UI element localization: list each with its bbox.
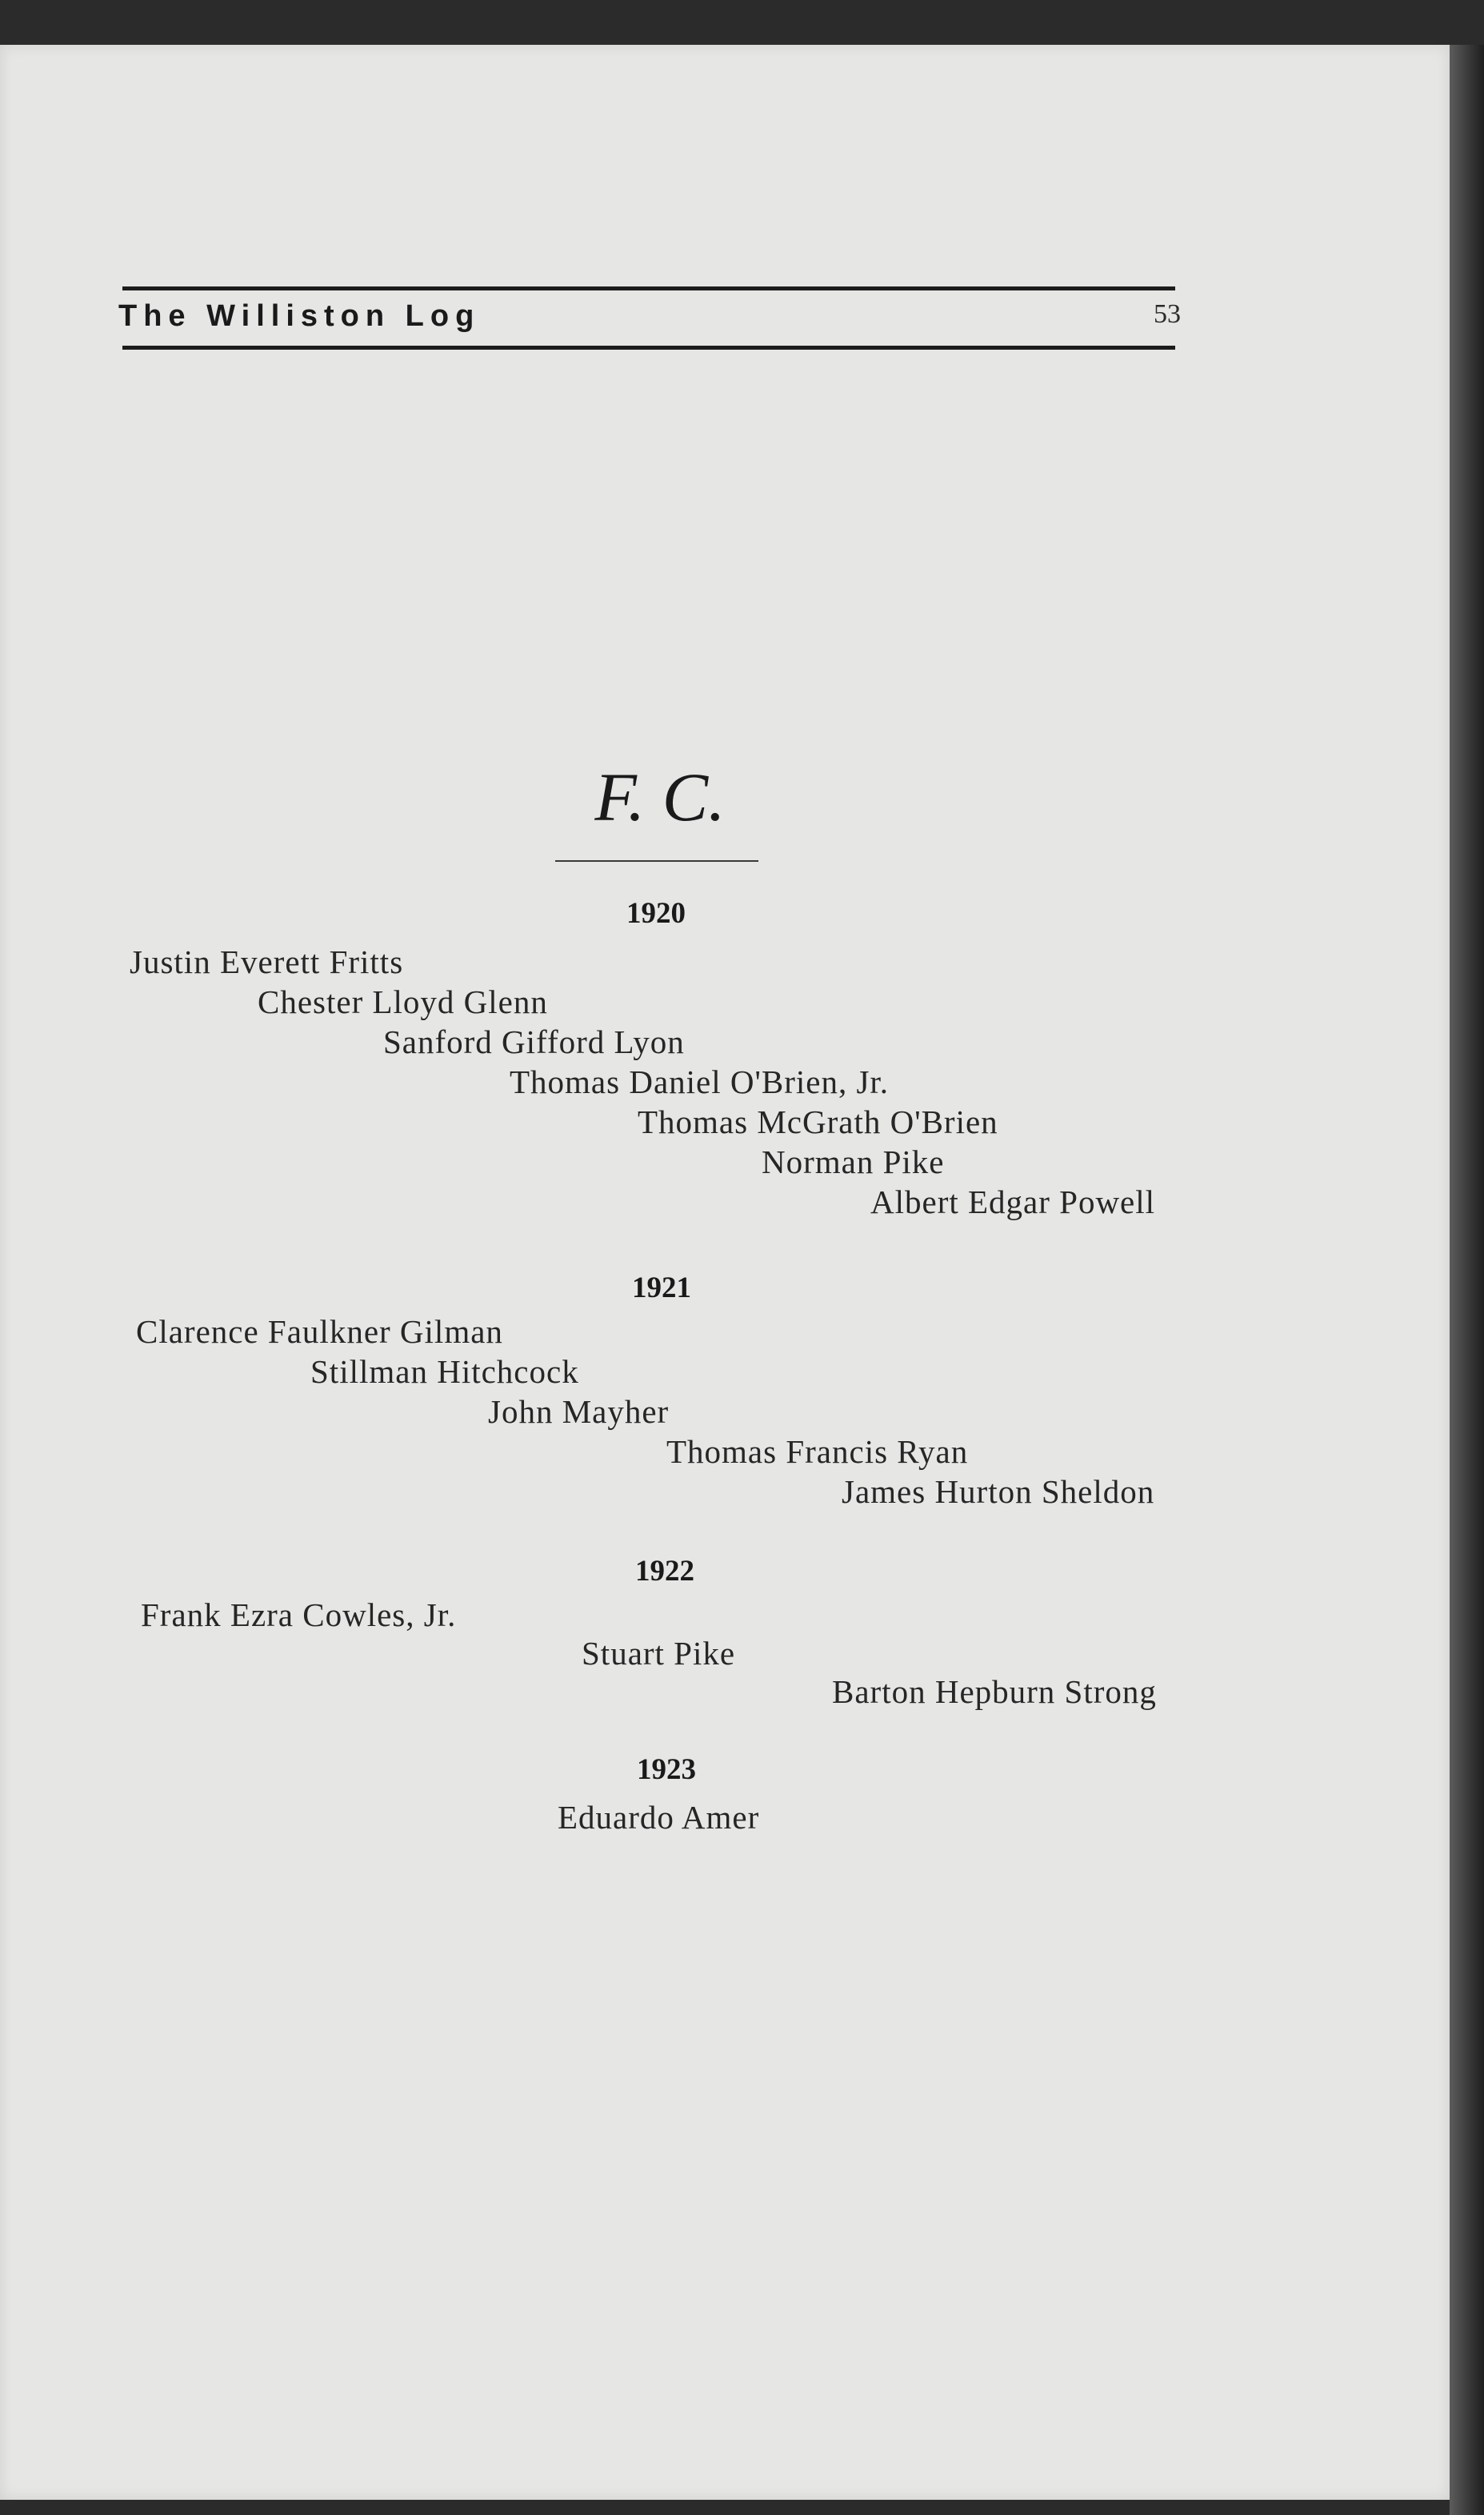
- member-name: Stuart Pike: [582, 1635, 736, 1672]
- member-name: Thomas Francis Ryan: [666, 1433, 969, 1470]
- class-year-heading: 1921: [632, 1272, 691, 1304]
- member-name: Barton Hepburn Strong: [832, 1673, 1157, 1710]
- book-page: [0, 45, 1450, 2500]
- title-divider: [555, 860, 758, 862]
- member-name: Norman Pike: [762, 1143, 945, 1180]
- header-bottom-rule: [122, 346, 1175, 350]
- book-edge: [1450, 45, 1484, 2515]
- member-name: Albert Edgar Powell: [870, 1183, 1156, 1220]
- class-year-heading: 1920: [626, 897, 686, 930]
- running-header-title: The Williston Log: [118, 299, 481, 333]
- member-name: Eduardo Amer: [558, 1799, 760, 1836]
- section-title: F. C.: [594, 759, 726, 835]
- member-name: Chester Lloyd Glenn: [258, 983, 548, 1020]
- class-year-heading: 1922: [635, 1555, 694, 1588]
- member-name: Stillman Hitchcock: [310, 1353, 579, 1390]
- member-name: Justin Everett Fritts: [130, 943, 404, 980]
- member-name: Thomas McGrath O'Brien: [638, 1103, 998, 1140]
- member-name: James Hurton Sheldon: [842, 1473, 1155, 1510]
- member-name: Frank Ezra Cowles, Jr.: [141, 1596, 457, 1633]
- member-name: Sanford Gifford Lyon: [383, 1023, 685, 1060]
- header-top-rule: [122, 286, 1175, 290]
- member-name: Clarence Faulkner Gilman: [136, 1313, 503, 1350]
- member-name: John Mayher: [488, 1393, 670, 1430]
- page-number: 53: [1154, 299, 1181, 329]
- member-name: Thomas Daniel O'Brien, Jr.: [510, 1063, 890, 1100]
- class-year-heading: 1923: [637, 1753, 696, 1786]
